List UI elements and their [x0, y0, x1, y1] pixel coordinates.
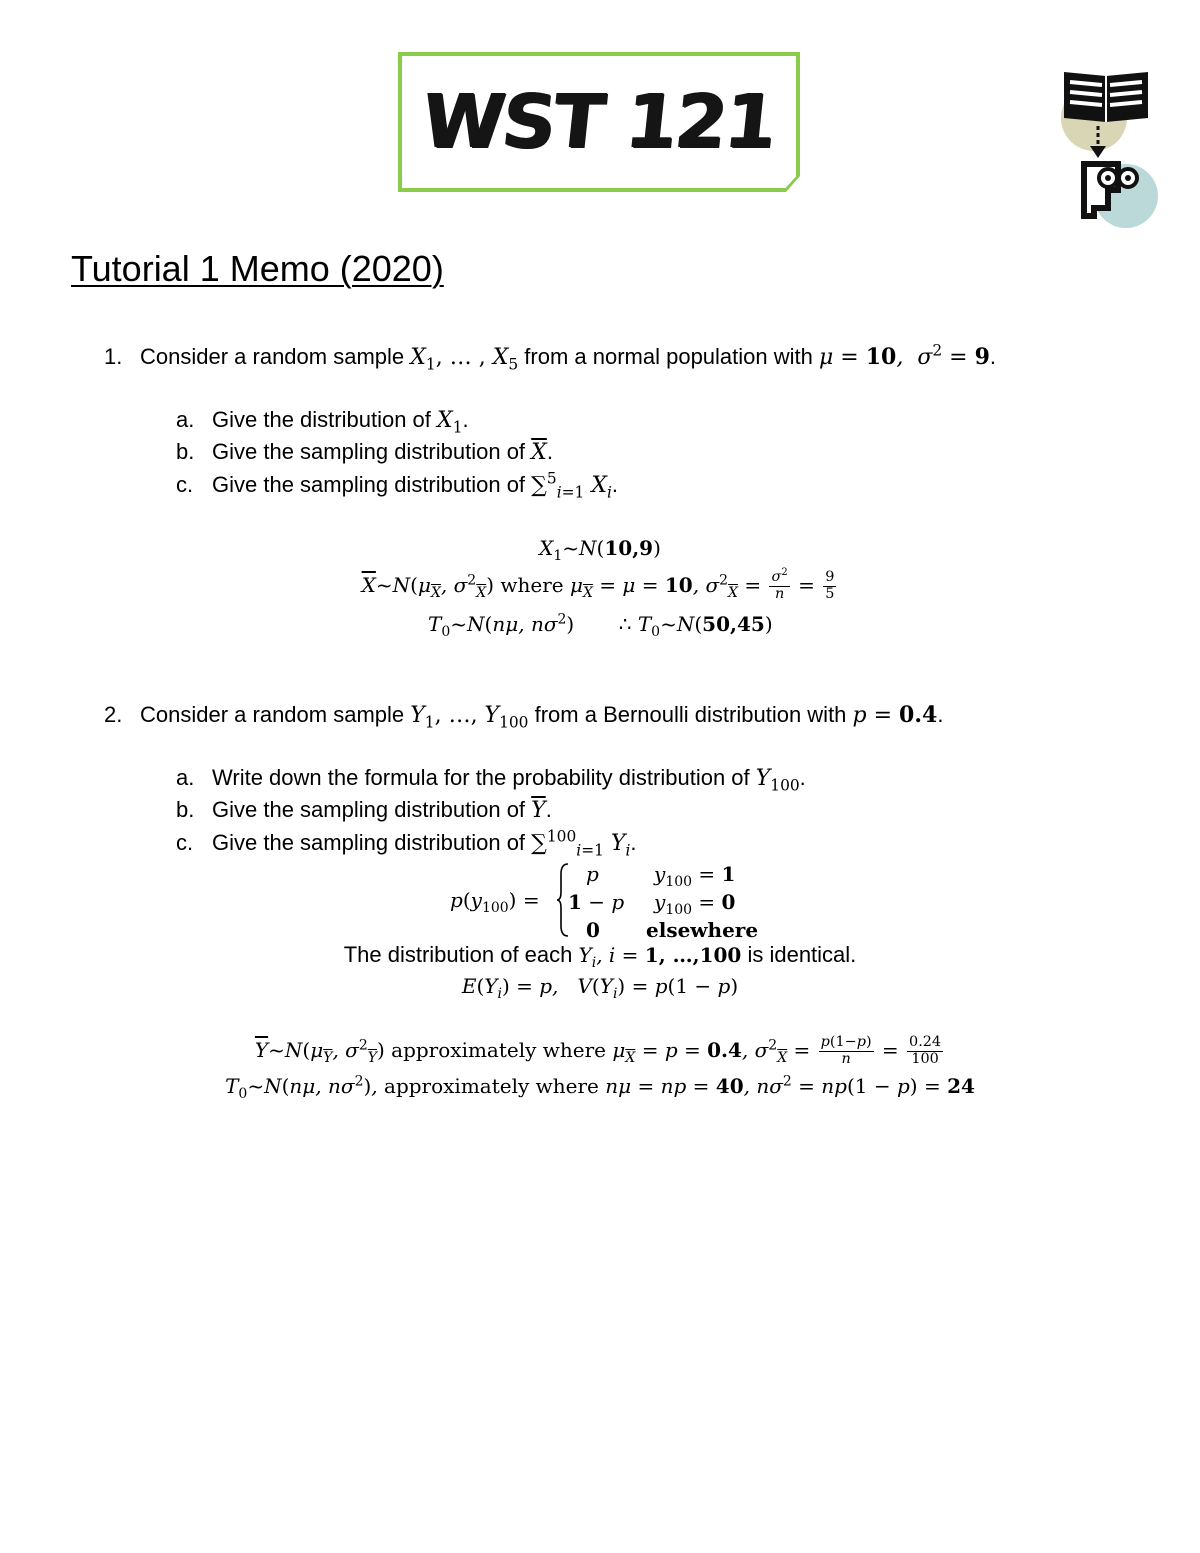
q1-answer-1: $X_1\sim N(10,9)$ — [539, 536, 661, 564]
identical-statement: The distribution of each $Y_i$, i = 1, …,100 is identical. — [343, 942, 857, 971]
q1-part-b: b. Give the sampling distribution of $\overline{X}$. — [176, 439, 553, 465]
question-text: Consider a random sample — [140, 344, 411, 369]
q1-answer-3: $T_0\sim N(n\mu$, $n\sigma^2$) ∴ $T_0\sim N(50,45)$ — [428, 611, 773, 640]
q2-answer-total: $T_0\sim N(n\mu$, $n\sigma^2$), approximately where nμ = np = 40, $n\sigma^2 = np(1 - p) = 24$ — [225, 1073, 975, 1102]
q2-part-c: c. Give the sampling distribution of ∑$^{100}_{i=1}$ $Y_i$. — [176, 827, 637, 860]
book-icon — [1061, 72, 1148, 151]
question-text: Consider a random sample — [140, 702, 411, 727]
expectation-variance: $E(Y_i) = p$, $V(Y_i) = p(1 - p)$ — [461, 974, 739, 1002]
thinking-head-icon — [1084, 164, 1158, 228]
q2-answer-ybar: $\overline{Y}\sim N(\mu_{\overline{Y}}$, $\sigma^2_{\overline{Y}}$) approximately where $\mu_{\overline{X}} = p = 0.4$, $\sigma^2_{\overline{X}}$ = $\frac{p(1-p)}{n}$ = $\frac{0.24}{100}$ — [254, 1034, 942, 1067]
question-number: 1. — [104, 344, 123, 369]
question-number: 2. — [104, 702, 123, 727]
page-title: Tutorial 1 Memo (2020) — [71, 248, 444, 289]
q1-part-c: c. Give the sampling distribution of ∑$^5_{i=1}$ $X_i$. — [176, 469, 619, 502]
math-sample: $X_1$, … , $X_5$ — [410, 345, 519, 374]
q1-answer-2: $\overline{X}\sim N(\mu_{\overline{X}}$, $\sigma^2_{\overline{X}}$) where $\mu_{\overline{X}} = \mu = 10$, $\sigma^2_{\overline{X}}$ = $\frac{\sigma^2}{n}$ = $\frac{9}{5}$ — [361, 567, 835, 602]
q1-part-a: a. Give the distribution of $X_1$. — [176, 407, 469, 437]
pmf-cases: p $y_{100} = 1$ 1 − p $y_{100} = 0$ 0 elsewhere — [568, 862, 759, 942]
q2-part-b: b. Give the sampling distribution of $\overline{Y}$. — [176, 797, 552, 823]
study-logo — [1056, 60, 1166, 240]
course-code: WST 121 — [418, 79, 780, 165]
question-2: 2. Consider a random sample $Y_1$, …, $Y_{100}$ from a Bernoulli distribution with p = 0.4. — [104, 702, 944, 732]
question-1: 1. Consider a random sample $X_1$, … , $X_5$ from a normal population with μ = 10, $\sigma^2 = 9$. — [104, 341, 997, 374]
q2-part-a: a. Write down the formula for the probability distribution of $Y_{100}$. — [176, 765, 806, 795]
math-params: μ = 10, $\sigma^2 = 9$ — [818, 341, 990, 370]
pmf-lhs: $p(y_{100})$ = — [450, 888, 540, 916]
